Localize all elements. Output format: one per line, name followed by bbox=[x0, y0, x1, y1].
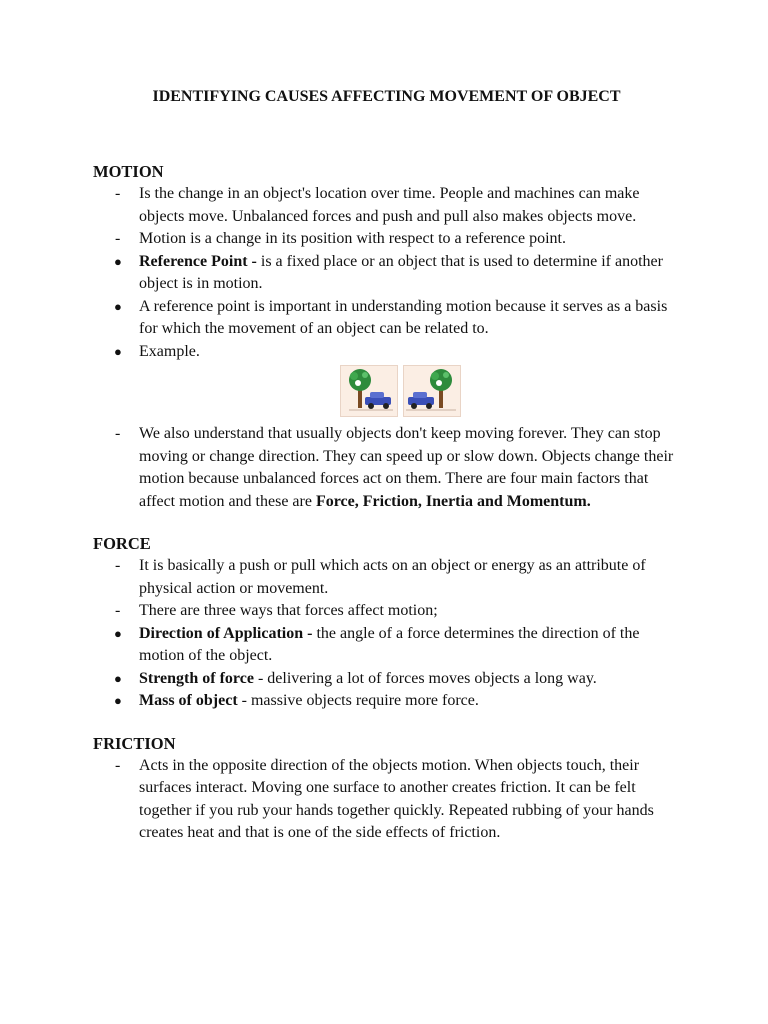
bullet-marker: ● bbox=[114, 298, 122, 314]
bullet-marker: ● bbox=[114, 343, 122, 359]
section-heading-motion: MOTION bbox=[93, 162, 164, 181]
section-force bbox=[93, 533, 678, 713]
item-text: Example. bbox=[139, 342, 200, 360]
section-motion bbox=[93, 161, 678, 513]
item-text: - delivering a lot of forces moves objects a long way. bbox=[253, 669, 597, 687]
dash-marker: - bbox=[115, 756, 121, 774]
motion-list bbox=[93, 183, 678, 363]
list-item bbox=[93, 228, 678, 251]
bullet-marker: ● bbox=[114, 625, 122, 641]
list-item bbox=[93, 690, 678, 713]
force-list bbox=[93, 555, 678, 713]
dash-marker: - bbox=[115, 602, 121, 619]
bullet-marker: ● bbox=[114, 253, 122, 269]
item-text: Acts in the opposite direction of the objects motion. When objects touch, their surfaces interact. Moving one surface to another creates friction. It can be felt together if you rub your hands together quickly. Repeated rubbing of your hands creates heat and that is one of the side effects of friction. bbox=[139, 756, 654, 841]
dash-marker: - bbox=[115, 425, 121, 442]
term-direction-of-application: Direction of Application - bbox=[139, 624, 313, 642]
dash-marker: - bbox=[115, 557, 121, 574]
list-item bbox=[93, 423, 678, 513]
document-title: IDENTIFYING CAUSES AFFECTING MOVEMENT OF OBJECT bbox=[152, 88, 621, 105]
term-reference-point: Reference Point - bbox=[139, 252, 257, 270]
bullet-marker: ● bbox=[114, 693, 122, 708]
bullet-marker: ● bbox=[114, 670, 122, 686]
example-figure bbox=[93, 365, 678, 417]
tree-car-icon bbox=[403, 365, 461, 417]
item-text: It is basically a push or pull which acts on an object or energy as an attribute of physical action or movement. bbox=[139, 557, 646, 597]
factors-list: Force, Friction, Inertia and Momentum. bbox=[315, 492, 591, 510]
section-heading-friction: FRICTION bbox=[93, 733, 176, 753]
item-text: - massive objects require more force. bbox=[237, 692, 479, 709]
list-item bbox=[93, 755, 678, 845]
list-item bbox=[93, 341, 678, 364]
item-text: A reference point is important in understanding motion because it serves as a basis for which the movement of an object can be related to. bbox=[139, 297, 668, 337]
motion-list-continued bbox=[93, 423, 678, 513]
list-item bbox=[93, 600, 678, 623]
item-text: is a fixed place or an object that is used to determine if another object is in motion. bbox=[139, 252, 663, 292]
list-item bbox=[93, 623, 678, 668]
item-text: Motion is a change in its position with respect to a reference point. bbox=[139, 230, 566, 247]
section-heading-force: FORCE bbox=[93, 534, 151, 553]
list-item bbox=[93, 555, 678, 600]
list-item bbox=[93, 296, 678, 341]
list-item bbox=[93, 668, 678, 691]
item-text: We also understand that usually objects don't keep moving forever. They can stop moving or change direction. They can speed up or slow down. Objects change their motion because unbalanced forces act on them. There are four main factors that affect motion and these are bbox=[139, 425, 674, 510]
friction-list bbox=[93, 755, 678, 845]
item-text: There are three ways that forces affect motion; bbox=[139, 602, 438, 619]
section-friction bbox=[93, 733, 678, 845]
tree-car-icon bbox=[340, 365, 398, 417]
item-text: the angle of a force determines the direction of the motion of the object. bbox=[139, 624, 640, 664]
dash-marker: - bbox=[115, 230, 121, 247]
item-text: Is the change in an object's location over time. People and machines can make objects move. Unbalanced forces and push and pull also makes objects move. bbox=[139, 185, 640, 225]
list-item bbox=[93, 183, 678, 228]
term-mass-of-object: Mass of object bbox=[139, 692, 238, 709]
dash-marker: - bbox=[115, 185, 121, 202]
term-strength-of-force: Strength of force bbox=[139, 669, 254, 687]
list-item bbox=[93, 251, 678, 296]
